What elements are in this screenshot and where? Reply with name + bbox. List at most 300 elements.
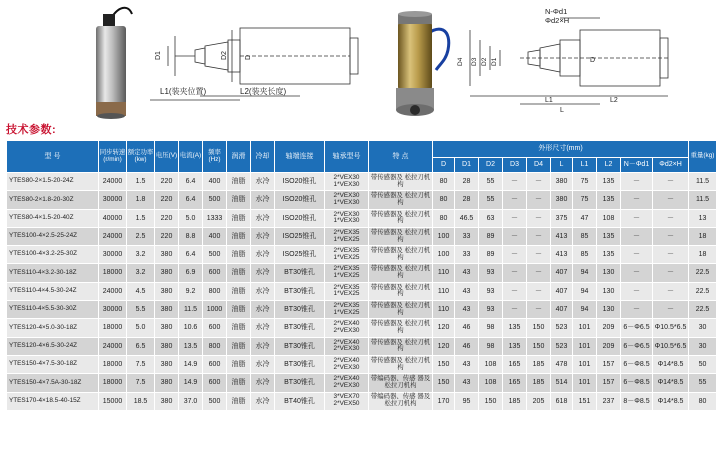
cell-power: 1.5 — [127, 209, 155, 227]
cell-l2: 209 — [597, 319, 621, 337]
table-row — [7, 227, 717, 245]
cell-l2: 135 — [597, 227, 621, 245]
cell-d1: 43 — [455, 282, 479, 300]
cell-speed: 18000 — [99, 264, 127, 282]
cell-d2: 89 — [479, 227, 503, 245]
cell-d2h: － — [653, 282, 689, 300]
label-left-d2: D2 — [221, 51, 228, 60]
cell-weight: 30 — [689, 319, 717, 337]
cell-power: 3.2 — [127, 246, 155, 264]
cell-d: 80 — [433, 191, 455, 209]
cell-speed: 30000 — [99, 246, 127, 264]
header-dim-d2h: Φd2×H — [653, 158, 689, 173]
cell-d1: 43 — [455, 301, 479, 319]
cell-d: 110 — [433, 282, 455, 300]
cell-d3: 185 — [503, 392, 527, 410]
label-right-d1: D1 — [491, 57, 498, 66]
label-right-l1: L1 — [545, 97, 553, 104]
cell-l: 523 — [551, 319, 573, 337]
cell-d: 100 — [433, 227, 455, 245]
cell-freq: 600 — [203, 355, 227, 373]
cell-weight: 22.5 — [689, 264, 717, 282]
cell-d2: 93 — [479, 264, 503, 282]
cell-cool: 水冷 — [251, 227, 275, 245]
cell-speed: 18000 — [99, 374, 127, 392]
cell-cool: 水冷 — [251, 246, 275, 264]
cell-shaft: BT30锥孔 — [275, 301, 325, 319]
table-row — [7, 374, 717, 392]
cell-power: 4.5 — [127, 282, 155, 300]
cell-d: 100 — [433, 246, 455, 264]
cell-speed: 18000 — [99, 319, 127, 337]
cell-d2: 93 — [479, 282, 503, 300]
cell-lube: 油脂 — [227, 355, 251, 373]
cell-nd1: － — [621, 173, 653, 191]
header-dim-l2: L2 — [597, 158, 621, 173]
header-dim-d1: D1 — [455, 158, 479, 173]
cell-current: 9.2 — [179, 282, 203, 300]
cell-voltage: 220 — [155, 191, 179, 209]
cell-d3: 135 — [503, 337, 527, 355]
cell-nd1: － — [621, 246, 653, 264]
cell-d4: － — [527, 264, 551, 282]
label-right-d: D — [590, 57, 596, 64]
cell-freq: 400 — [203, 173, 227, 191]
header-weight: 重量(kg) — [689, 141, 717, 173]
header-dim-nd1: N－Φd1 — [621, 158, 653, 173]
cell-freq: 600 — [203, 374, 227, 392]
cell-shaft: BT30锥孔 — [275, 355, 325, 373]
cell-power: 6.5 — [127, 337, 155, 355]
product-illustrations — [0, 0, 700, 120]
header-shaft: 轴端连接 — [275, 141, 325, 173]
header-speed: 同步转速(r/min) — [99, 141, 127, 173]
cell-power: 7.5 — [127, 374, 155, 392]
cell-lube: 油脂 — [227, 227, 251, 245]
cell-l: 618 — [551, 392, 573, 410]
cell-l1: 94 — [573, 264, 597, 282]
cell-model: YTES120-4×6.5-30-24Z — [7, 337, 99, 355]
label-right-d3: D3 — [471, 57, 478, 66]
cell-current: 37.0 — [179, 392, 203, 410]
cell-weight: 30 — [689, 337, 717, 355]
cell-model: YTES80-2×1.5-20-24Z — [7, 173, 99, 191]
cell-l1: 94 — [573, 282, 597, 300]
table-row — [7, 191, 717, 209]
cell-weight: 11.5 — [689, 191, 717, 209]
label-left-d1: D1 — [155, 51, 162, 60]
cell-bearing: 2*VEX35 1*VEX25 — [325, 282, 369, 300]
cell-d2h: － — [653, 191, 689, 209]
drawing-right — [470, 18, 668, 104]
cell-nd1: 8－Φ8.5 — [621, 392, 653, 410]
cell-weight: 80 — [689, 392, 717, 410]
cell-feature: 带传感器及 松拉刀机构 — [369, 227, 433, 245]
cell-lube: 油脂 — [227, 337, 251, 355]
cell-l1: 85 — [573, 246, 597, 264]
cell-d: 80 — [433, 173, 455, 191]
cell-d2: 150 — [479, 392, 503, 410]
cell-freq: 500 — [203, 246, 227, 264]
cell-power: 2.5 — [127, 227, 155, 245]
cell-bearing: 2*VEX35 1*VEX25 — [325, 246, 369, 264]
cell-l1: 94 — [573, 301, 597, 319]
cell-current: 6.4 — [179, 191, 203, 209]
table-row — [7, 246, 717, 264]
cell-weight: 13 — [689, 209, 717, 227]
cell-d2: 98 — [479, 337, 503, 355]
cell-model: YTES110-4×3.2-30-18Z — [7, 264, 99, 282]
cell-l2: 237 — [597, 392, 621, 410]
cell-weight: 18 — [689, 227, 717, 245]
cell-l1: 75 — [573, 173, 597, 191]
cell-l: 413 — [551, 227, 573, 245]
cell-d2h: － — [653, 301, 689, 319]
cell-bearing: 2*VEX35 1*VEX25 — [325, 227, 369, 245]
cell-cool: 水冷 — [251, 319, 275, 337]
cell-l: 380 — [551, 191, 573, 209]
header-dim-l: L — [551, 158, 573, 173]
cell-l2: 130 — [597, 282, 621, 300]
header-dim-d3: D3 — [503, 158, 527, 173]
cell-feature: 带传感器及 松拉刀机构 — [369, 246, 433, 264]
cell-l1: 101 — [573, 319, 597, 337]
cell-d3: － — [503, 282, 527, 300]
cell-feature: 带传感器及 松拉刀机构 — [369, 173, 433, 191]
cell-d1: 33 — [455, 227, 479, 245]
cell-l: 380 — [551, 173, 573, 191]
cell-voltage: 220 — [155, 227, 179, 245]
cell-l1: 151 — [573, 392, 597, 410]
cell-cool: 水冷 — [251, 264, 275, 282]
cell-d2h: Φ14*8.5 — [653, 392, 689, 410]
cell-d: 110 — [433, 301, 455, 319]
header-dims: 外形尺寸(mm) — [433, 141, 689, 158]
cell-current: 6.4 — [179, 173, 203, 191]
cell-nd1: 6－Φ6.5 — [621, 337, 653, 355]
cell-speed: 30000 — [99, 191, 127, 209]
cell-lube: 油脂 — [227, 374, 251, 392]
cell-l: 407 — [551, 301, 573, 319]
cell-feature: 带传感器及 松拉刀机构 — [369, 191, 433, 209]
cell-nd1: 6－Φ8.5 — [621, 355, 653, 373]
cell-weight: 50 — [689, 355, 717, 373]
cell-nd1: － — [621, 264, 653, 282]
cell-l2: 130 — [597, 301, 621, 319]
label-right-d4: D4 — [457, 57, 464, 66]
header-dim-d2: D2 — [479, 158, 503, 173]
cell-speed: 30000 — [99, 301, 127, 319]
cell-l: 407 — [551, 264, 573, 282]
cell-lube: 油脂 — [227, 264, 251, 282]
cell-model: YTES110-4×5.5-30-30Z — [7, 301, 99, 319]
cell-cool: 水冷 — [251, 191, 275, 209]
spec-table — [6, 140, 717, 411]
label-l1: L1(装夹位置) — [160, 87, 207, 96]
cell-current: 13.5 — [179, 337, 203, 355]
cell-bearing: 2*VEX40 2*VEX30 — [325, 374, 369, 392]
cell-lube: 油脂 — [227, 209, 251, 227]
cell-nd1: － — [621, 191, 653, 209]
cell-d4: 185 — [527, 374, 551, 392]
cell-d2: 63 — [479, 209, 503, 227]
header-voltage: 电压(V) — [155, 141, 179, 173]
cell-bearing: 2*VEX40 2*VEX30 — [325, 319, 369, 337]
cell-d4: － — [527, 246, 551, 264]
cell-d1: 43 — [455, 374, 479, 392]
cell-l2: 157 — [597, 374, 621, 392]
label-d2xh: Φd2×H — [545, 16, 570, 25]
cell-current: 6.9 — [179, 264, 203, 282]
cell-feature: 带传感器及 松拉刀机构 — [369, 209, 433, 227]
cell-d4: － — [527, 301, 551, 319]
cell-d: 120 — [433, 319, 455, 337]
cell-lube: 油脂 — [227, 246, 251, 264]
cell-power: 7.5 — [127, 355, 155, 373]
cell-d2: 93 — [479, 301, 503, 319]
cell-model: YTES100-4×2.5-25-24Z — [7, 227, 99, 245]
cell-freq: 1000 — [203, 301, 227, 319]
cell-d1: 46.5 — [455, 209, 479, 227]
cell-model: YTES150-4×7.5-30-18Z — [7, 355, 99, 373]
cell-l1: 75 — [573, 191, 597, 209]
cell-freq: 600 — [203, 319, 227, 337]
cell-d: 110 — [433, 264, 455, 282]
cell-current: 14.9 — [179, 355, 203, 373]
cell-voltage: 380 — [155, 282, 179, 300]
cell-cool: 水冷 — [251, 355, 275, 373]
cell-freq: 500 — [203, 191, 227, 209]
cell-d1: 46 — [455, 319, 479, 337]
cell-l1: 101 — [573, 337, 597, 355]
cell-lube: 油脂 — [227, 319, 251, 337]
cell-d3: － — [503, 246, 527, 264]
cell-freq: 1333 — [203, 209, 227, 227]
cell-d1: 43 — [455, 264, 479, 282]
cell-shaft: ISO20锥孔 — [275, 173, 325, 191]
cell-freq: 800 — [203, 282, 227, 300]
cell-shaft: ISO25锥孔 — [275, 246, 325, 264]
cell-bearing: 2*VEX35 1*VEX25 — [325, 264, 369, 282]
cell-d: 150 — [433, 355, 455, 373]
cell-freq: 500 — [203, 392, 227, 410]
header-feature: 特 点 — [369, 141, 433, 173]
cell-shaft: BT30锥孔 — [275, 337, 325, 355]
cell-shaft: BT30锥孔 — [275, 264, 325, 282]
table-row — [7, 319, 717, 337]
cell-l2: 130 — [597, 264, 621, 282]
cell-l2: 108 — [597, 209, 621, 227]
cell-l: 375 — [551, 209, 573, 227]
label-left-d: D — [245, 54, 252, 60]
spindle-photo-left — [96, 8, 132, 119]
cell-weight: 55 — [689, 374, 717, 392]
cell-shaft: BT30锥孔 — [275, 282, 325, 300]
cell-d3: － — [503, 227, 527, 245]
header-current: 电流(A) — [179, 141, 203, 173]
cell-freq: 600 — [203, 264, 227, 282]
cell-nd1: 6－Φ8.5 — [621, 374, 653, 392]
cell-d: 120 — [433, 337, 455, 355]
cell-d4: － — [527, 282, 551, 300]
cell-d2h: － — [653, 209, 689, 227]
cell-feature: 带传感器及 松拉刀机构 — [369, 264, 433, 282]
cell-cool: 水冷 — [251, 337, 275, 355]
cell-d2h: － — [653, 264, 689, 282]
cell-current: 14.9 — [179, 374, 203, 392]
cell-d: 150 — [433, 374, 455, 392]
cell-feature: 带传感器及 松拉刀机构 — [369, 282, 433, 300]
cell-cool: 水冷 — [251, 392, 275, 410]
cell-l: 413 — [551, 246, 573, 264]
cell-power: 5.5 — [127, 301, 155, 319]
cell-d2h: － — [653, 246, 689, 264]
cell-l1: 47 — [573, 209, 597, 227]
cell-freq: 400 — [203, 227, 227, 245]
cell-l: 523 — [551, 337, 573, 355]
cell-current: 8.8 — [179, 227, 203, 245]
cell-feature: 带传感器及 松拉刀机构 — [369, 355, 433, 373]
cell-lube: 油脂 — [227, 282, 251, 300]
header-cool: 冷却 — [251, 141, 275, 173]
cell-voltage: 380 — [155, 337, 179, 355]
cell-d2: 98 — [479, 319, 503, 337]
cell-speed: 15000 — [99, 392, 127, 410]
cell-feature: 带传感器及 松拉刀机构 — [369, 337, 433, 355]
cell-speed: 24000 — [99, 337, 127, 355]
cell-d4: 150 — [527, 319, 551, 337]
cell-d: 80 — [433, 209, 455, 227]
cell-speed: 24000 — [99, 227, 127, 245]
cell-weight: 22.5 — [689, 301, 717, 319]
cell-power: 5.0 — [127, 319, 155, 337]
table-row — [7, 392, 717, 410]
cell-d2h: － — [653, 227, 689, 245]
spindle-photo-right — [396, 11, 449, 116]
cell-voltage: 380 — [155, 392, 179, 410]
cell-model: YTES100-4×3.2-25-30Z — [7, 246, 99, 264]
label-right-l2: L2 — [610, 97, 618, 104]
header-power: 额定功率(kw) — [127, 141, 155, 173]
cell-l2: 135 — [597, 173, 621, 191]
cell-d1: 46 — [455, 337, 479, 355]
cell-d3: 165 — [503, 374, 527, 392]
cell-d4: 150 — [527, 337, 551, 355]
cell-d3: － — [503, 173, 527, 191]
header-dim-l1: L1 — [573, 158, 597, 173]
section-title: 技术参数: — [6, 124, 57, 136]
cell-d1: 28 — [455, 173, 479, 191]
cell-d4: 205 — [527, 392, 551, 410]
cell-nd1: 6－Φ6.5 — [621, 319, 653, 337]
table-row — [7, 209, 717, 227]
cell-d4: － — [527, 173, 551, 191]
cell-l2: 157 — [597, 355, 621, 373]
header-bearing: 轴承型号 — [325, 141, 369, 173]
cell-voltage: 380 — [155, 355, 179, 373]
cell-power: 3.2 — [127, 264, 155, 282]
cell-bearing: 2*VEX35 1*VEX25 — [325, 301, 369, 319]
cell-shaft: BT30锥孔 — [275, 374, 325, 392]
cell-shaft: BT30锥孔 — [275, 319, 325, 337]
cell-l1: 101 — [573, 355, 597, 373]
cell-bearing: 2*VEX40 2*VEX30 — [325, 355, 369, 373]
cell-weight: 22.5 — [689, 282, 717, 300]
cell-shaft: ISO20锥孔 — [275, 209, 325, 227]
cell-current: 11.5 — [179, 301, 203, 319]
cell-cool: 水冷 — [251, 301, 275, 319]
header-freq: 频率(Hz) — [203, 141, 227, 173]
cell-l2: 209 — [597, 337, 621, 355]
cell-d4: 185 — [527, 355, 551, 373]
cell-cool: 水冷 — [251, 209, 275, 227]
cell-l2: 135 — [597, 246, 621, 264]
cell-l1: 85 — [573, 227, 597, 245]
spindle-drawings — [0, 0, 700, 120]
cell-d3: 135 — [503, 319, 527, 337]
cell-lube: 油脂 — [227, 173, 251, 191]
cell-nd1: － — [621, 282, 653, 300]
cell-d3: 165 — [503, 355, 527, 373]
cell-feature: 带编码器、传感 器及松拉刀机构 — [369, 392, 433, 410]
cell-d4: － — [527, 191, 551, 209]
cell-d4: － — [527, 209, 551, 227]
cell-freq: 800 — [203, 337, 227, 355]
cell-d1: 33 — [455, 246, 479, 264]
cell-d3: － — [503, 191, 527, 209]
header-model: 型 号 — [7, 141, 99, 173]
cell-l: 407 — [551, 282, 573, 300]
cell-shaft: ISO25锥孔 — [275, 227, 325, 245]
cell-d: 170 — [433, 392, 455, 410]
header-dim-d: D — [433, 158, 455, 173]
cell-power: 1.8 — [127, 191, 155, 209]
cell-feature: 带编码器、传感 器及松拉刀机构 — [369, 374, 433, 392]
cell-power: 1.5 — [127, 173, 155, 191]
cell-d2h: Φ14*8.5 — [653, 355, 689, 373]
cell-model: YTES150-4×7.5A-30-18Z — [7, 374, 99, 392]
cell-nd1: － — [621, 301, 653, 319]
cell-d2: 108 — [479, 355, 503, 373]
cell-weight: 11.5 — [689, 173, 717, 191]
cell-shaft: ISO20锥孔 — [275, 191, 325, 209]
cell-voltage: 380 — [155, 264, 179, 282]
table-row — [7, 337, 717, 355]
cell-current: 5.0 — [179, 209, 203, 227]
cell-d2h: － — [653, 173, 689, 191]
cell-speed: 40000 — [99, 209, 127, 227]
cell-speed: 24000 — [99, 173, 127, 191]
cell-feature: 带传感器及 松拉刀机构 — [369, 301, 433, 319]
cell-cool: 水冷 — [251, 173, 275, 191]
header-lube: 润滑 — [227, 141, 251, 173]
cell-speed: 18000 — [99, 355, 127, 373]
table-row — [7, 355, 717, 373]
cell-l: 478 — [551, 355, 573, 373]
cell-nd1: － — [621, 227, 653, 245]
table-row — [7, 301, 717, 319]
cell-weight: 18 — [689, 246, 717, 264]
cell-bearing: 2*VEX30 1*VEX30 — [325, 209, 369, 227]
label-right-l: L — [560, 107, 564, 114]
cell-current: 6.4 — [179, 246, 203, 264]
cell-bearing: 3*VEX70 2*VEX50 — [325, 392, 369, 410]
cell-d2: 55 — [479, 191, 503, 209]
cell-shaft: BT40锥孔 — [275, 392, 325, 410]
cell-d2h: Φ10.5*6.5 — [653, 319, 689, 337]
cell-l: 514 — [551, 374, 573, 392]
cell-d3: － — [503, 264, 527, 282]
